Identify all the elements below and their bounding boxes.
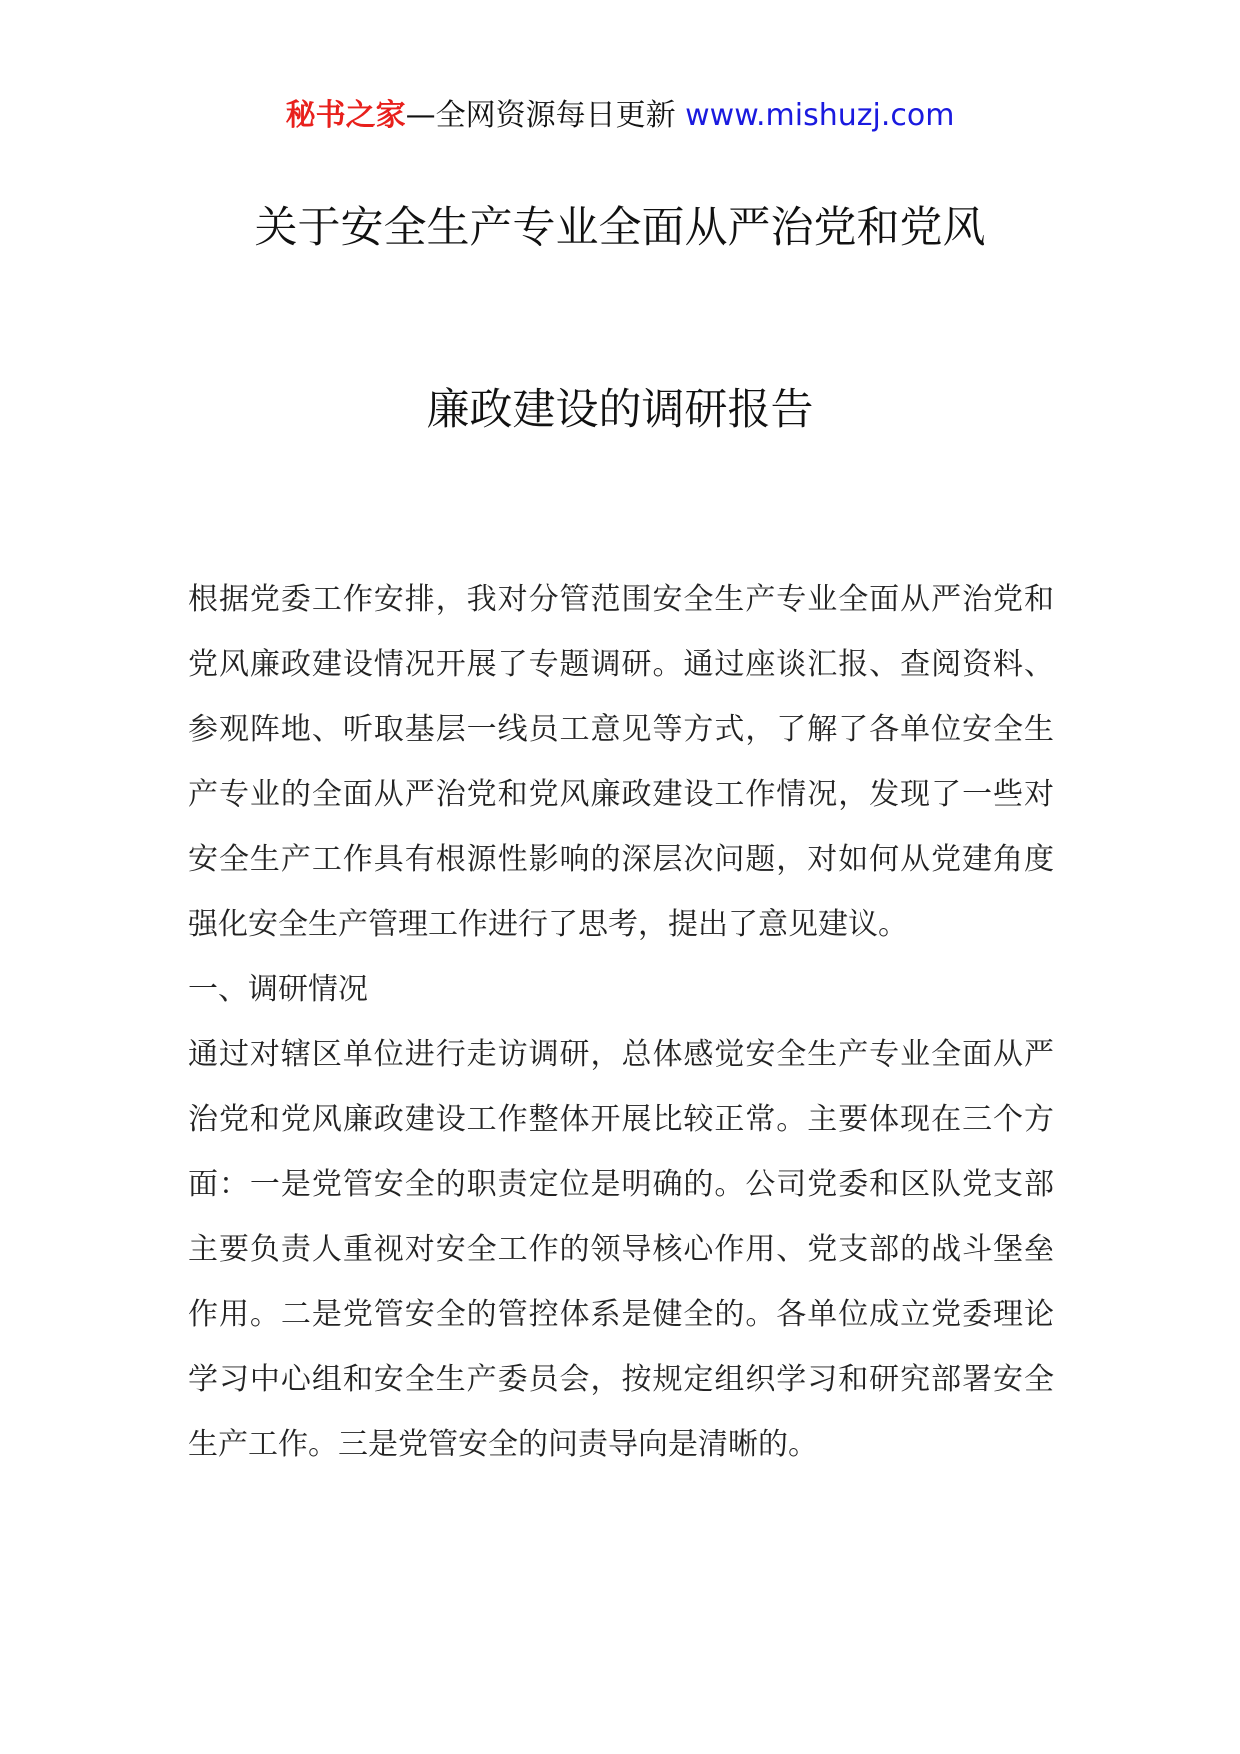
document-body <box>188 567 1054 1477</box>
site-brand: 秘书之家 <box>285 98 406 133</box>
document-title-line-2: 廉政建设的调研报告 <box>426 385 814 435</box>
section-heading: 一、调研情况 <box>188 972 368 1007</box>
site-tagline: —全网资源每日更新 <box>405 98 686 133</box>
section-paragraph: 通过对辖区单位进行走访调研，总体感觉安全生产专业全面从严治党和党风廉政建设工作整体开展比较正常。主要体现在三个方面：一是党管安全的职责定位是明确的。公司党委和区队党支部主要负责人重视对安全工作的领导核心作用、党支部的战斗堡垒作用。二是党管安全的管控体系是健全的。各单位成立党委理论学习中心组和安全生产委员会，按规定组织学习和研究部署安全生产工作。三是党管安全的问责导向是清晰的。 <box>188 1037 1054 1462</box>
intro-paragraph: 根据党委工作安排，我对分管范围安全生产专业全面从严治党和党风廉政建设情况开展了专题调研。通过座谈汇报、查阅资料、参观阵地、听取基层一线员工意见等方式，了解了各单位安全生产专业的全面从严治党和党风廉政建设工作情况，发现了一些对安全生产工作具有根源性影响的深层次问题，对如何从党建角度强化安全生产管理工作进行了思考，提出了意见建议。 <box>188 582 1054 942</box>
document-title-line-1: 关于安全生产专业全面从严治党和党风 <box>254 203 986 253</box>
site-banner <box>0 96 1240 136</box>
site-url-link[interactable]: www.mishuzj.com <box>685 98 955 133</box>
